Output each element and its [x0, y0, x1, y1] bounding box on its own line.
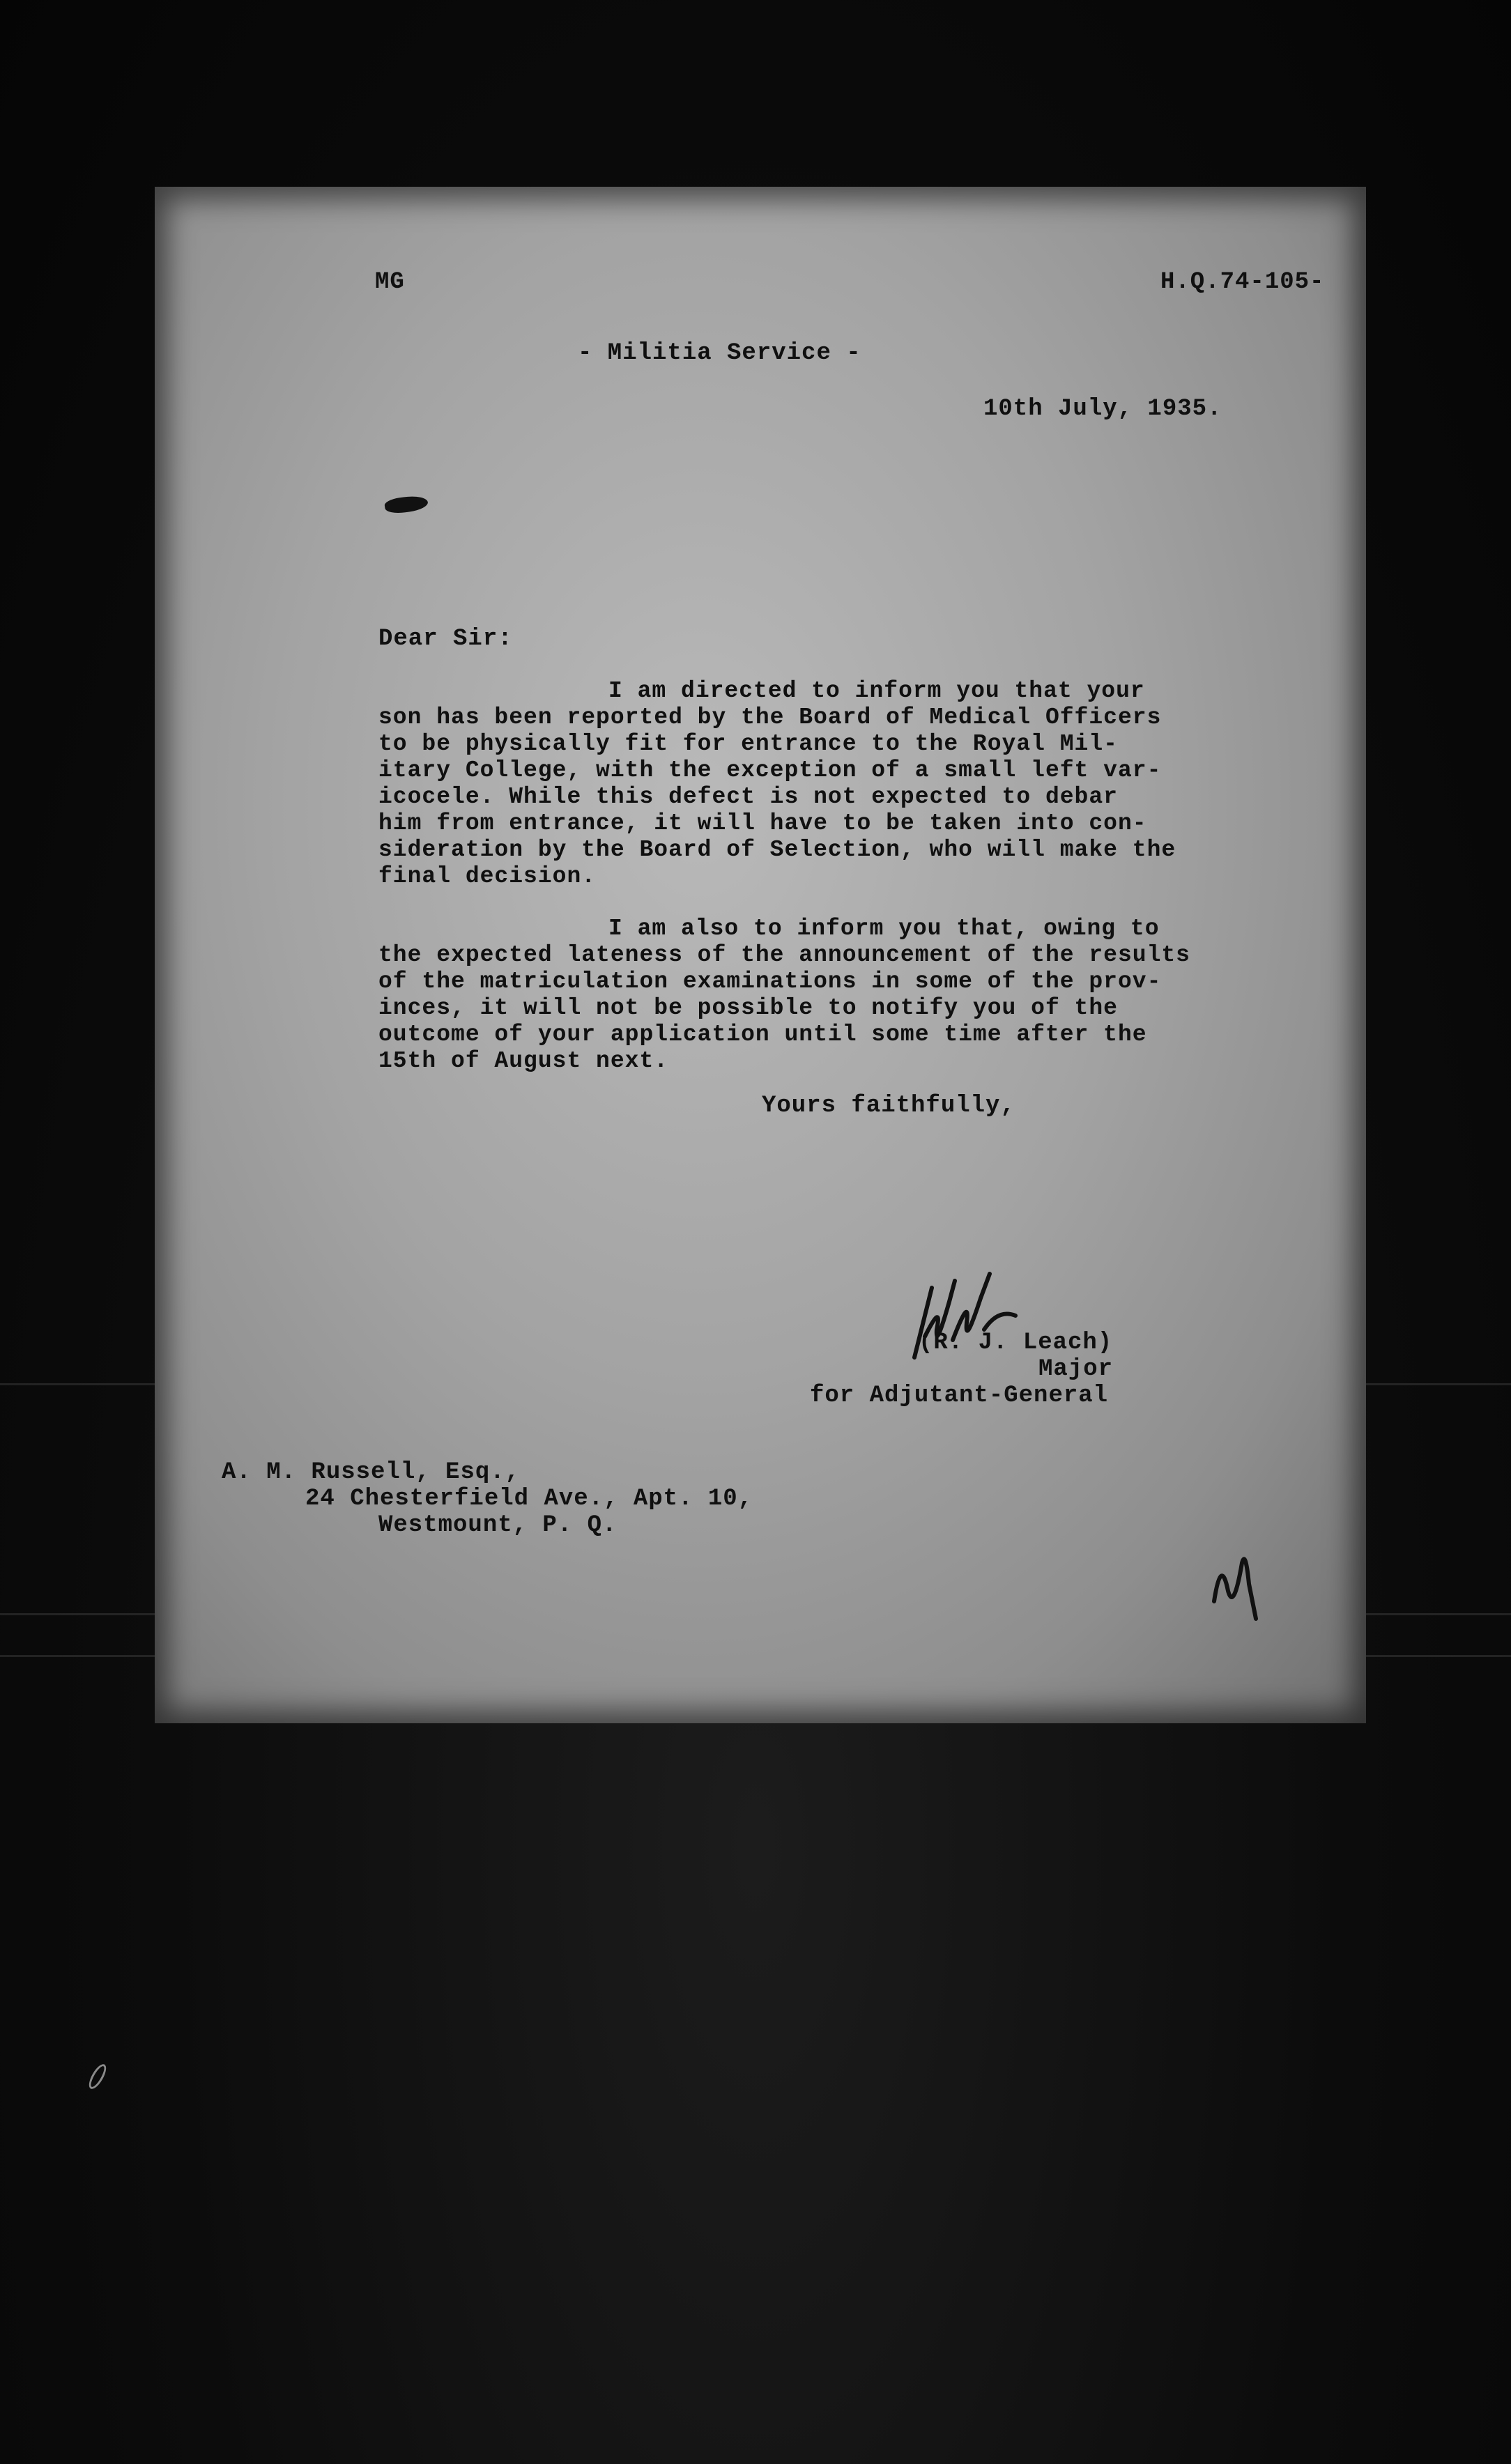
- addressee-line-3: Westmount, P. Q.: [378, 1512, 618, 1539]
- body-line: I am directed to inform you that your: [608, 678, 1145, 704]
- addressee-line-1: A. M. Russell, Esq.,: [222, 1459, 521, 1486]
- body-line: the expected lateness of the announcement of the results: [378, 942, 1190, 968]
- header-initials: MG: [375, 269, 405, 295]
- body-line: sideration by the Board of Selection, who will make the: [378, 837, 1176, 863]
- body-line: outcome of your application until some time after the: [378, 1022, 1147, 1047]
- letter-date: 10th July, 1935.: [983, 396, 1222, 422]
- service-heading: - Militia Service -: [578, 340, 861, 367]
- signatory-for-line: for Adjutant-General: [810, 1383, 1109, 1409]
- body-line: I am also to inform you that, owing to: [608, 916, 1160, 941]
- body-line: to be physically fit for entrance to the Royal Mil-: [378, 731, 1118, 757]
- margin-note-mark: [1207, 1535, 1277, 1626]
- ink-mark: [384, 494, 429, 515]
- closing: Yours faithfully,: [762, 1093, 1015, 1119]
- addressee-line-2: 24 Chesterfield Ave., Apt. 10,: [305, 1486, 753, 1512]
- signatory-rank: Major: [1038, 1356, 1114, 1383]
- letter-page: [155, 187, 1366, 1723]
- signatory-name: (R. J. Leach): [919, 1330, 1113, 1356]
- body-line: of the matriculation examinations in some of the prov-: [378, 969, 1162, 994]
- salutation: Dear Sir:: [378, 626, 513, 652]
- body-line: inces, it will not be possible to notify you of the: [378, 995, 1118, 1021]
- body-line: itary College, with the exception of a small left var-: [378, 757, 1162, 783]
- file-reference: H.Q.74-105-: [1160, 269, 1325, 295]
- body-line: him from entrance, it will have to be taken into con-: [378, 810, 1147, 836]
- body-line: 15th of August next.: [378, 1048, 669, 1074]
- body-line: final decision.: [378, 863, 597, 889]
- body-line: son has been reported by the Board of Medical Officers: [378, 704, 1162, 730]
- body-line: icocele. While this defect is not expected to debar: [378, 784, 1118, 810]
